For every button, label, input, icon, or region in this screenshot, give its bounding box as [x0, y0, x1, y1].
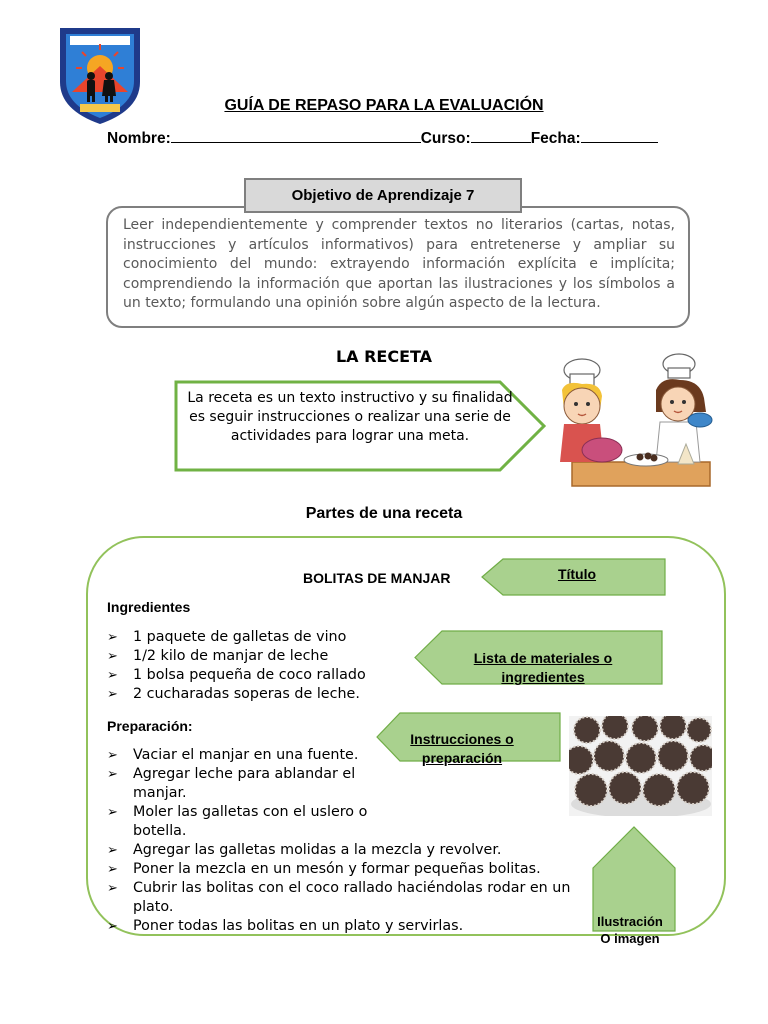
- curso-label: Curso:: [420, 130, 471, 147]
- fecha-line[interactable]: [581, 128, 658, 143]
- kids-cooking-illustration: [544, 350, 714, 490]
- arrowhead-bullet-icon: ➢: [107, 767, 118, 782]
- list-item: ➢ Poner todas las bolitas en un plato y servirlas.: [107, 918, 464, 934]
- ilustracion-label-line1: Ilustración: [597, 914, 663, 929]
- curso-line[interactable]: [471, 128, 531, 143]
- list-item: ➢ 1 bolsa pequeña de coco rallado: [107, 667, 366, 683]
- arrowhead-bullet-icon: ➢: [107, 668, 118, 683]
- fecha-label: Fecha:: [530, 130, 581, 147]
- arrowhead-bullet-icon: ➢: [107, 687, 118, 702]
- bolitas-photo: [569, 716, 712, 816]
- arrowhead-bullet-icon: ➢: [107, 805, 118, 820]
- objective-heading: Objetivo de Aprendizaje 7: [244, 178, 522, 213]
- list-item: ➢ Poner la mezcla en un mesón y formar pequeñas bolitas.: [107, 861, 541, 877]
- list-item: ➢ Agregar las galletas molidas a la mezcla y revolver.: [107, 842, 502, 858]
- ilustracion-label: [580, 913, 680, 947]
- arrowhead-bullet-icon: ➢: [107, 862, 118, 877]
- nombre-line[interactable]: [171, 128, 421, 143]
- arrowhead-bullet-icon: ➢: [107, 649, 118, 664]
- student-fields: [107, 128, 658, 148]
- ingredients-list: [107, 628, 366, 704]
- steps-list: [107, 746, 577, 936]
- list-item: ➢ Agregar leche para ablandar el manjar.: [107, 766, 356, 801]
- ilustracion-label-line2: O imagen: [600, 931, 660, 946]
- list-item: ➢ 1/2 kilo de manjar de leche: [107, 648, 329, 664]
- arrowhead-bullet-icon: ➢: [107, 748, 118, 763]
- recipe-title: BOLITAS DE MANJAR: [303, 570, 451, 586]
- ingredients-heading: Ingredientes: [107, 599, 191, 615]
- arrowhead-bullet-icon: ➢: [107, 630, 118, 645]
- lista-label: Lista de materiales o ingredientes: [473, 650, 613, 685]
- instrucciones-label: Instrucciones o preparación: [410, 731, 514, 766]
- nombre-label: Nombre:: [107, 130, 171, 147]
- list-item: ➢ Cubrir las bolitas con el coco rallado haciéndolas rodar en un plato.: [107, 880, 571, 915]
- arrowhead-bullet-icon: ➢: [107, 919, 118, 934]
- partes-heading: Partes de una receta: [305, 505, 463, 522]
- list-item: ➢ 1 paquete de galletas de vino: [107, 629, 347, 645]
- arrowhead-bullet-icon: ➢: [107, 881, 118, 896]
- list-item: ➢ 2 cucharadas soperas de leche.: [107, 686, 360, 702]
- receta-heading: LA RECETA: [335, 347, 433, 366]
- objective-text: Leer independientemente y comprender textos no literarios (cartas, notas, instrucciones y artículos informativos) para entretenerse y ampliar su conocimiento del mundo: extrayendo información explícita e implícita; comprendiendo la información que aportan las ilustraciones y los símbolos a un texto; formulando una opinión sobre algún aspecto de la lectura.: [123, 217, 675, 312]
- titulo-label: Título: [557, 566, 597, 582]
- list-item: ➢ Vaciar el manjar en una fuente.: [107, 747, 359, 763]
- arrowhead-bullet-icon: ➢: [107, 843, 118, 858]
- definition-text: La receta es un texto instructivo y su finalidad es seguir instrucciones o realizar una serie de actividades para lograr una meta.: [187, 390, 513, 444]
- list-item: ➢ Moler las galletas con el uslero o botella.: [107, 804, 368, 839]
- preparation-heading: Preparación:: [107, 718, 193, 734]
- page-title: GUÍA DE REPASO PARA LA EVALUACIÓN: [224, 97, 544, 114]
